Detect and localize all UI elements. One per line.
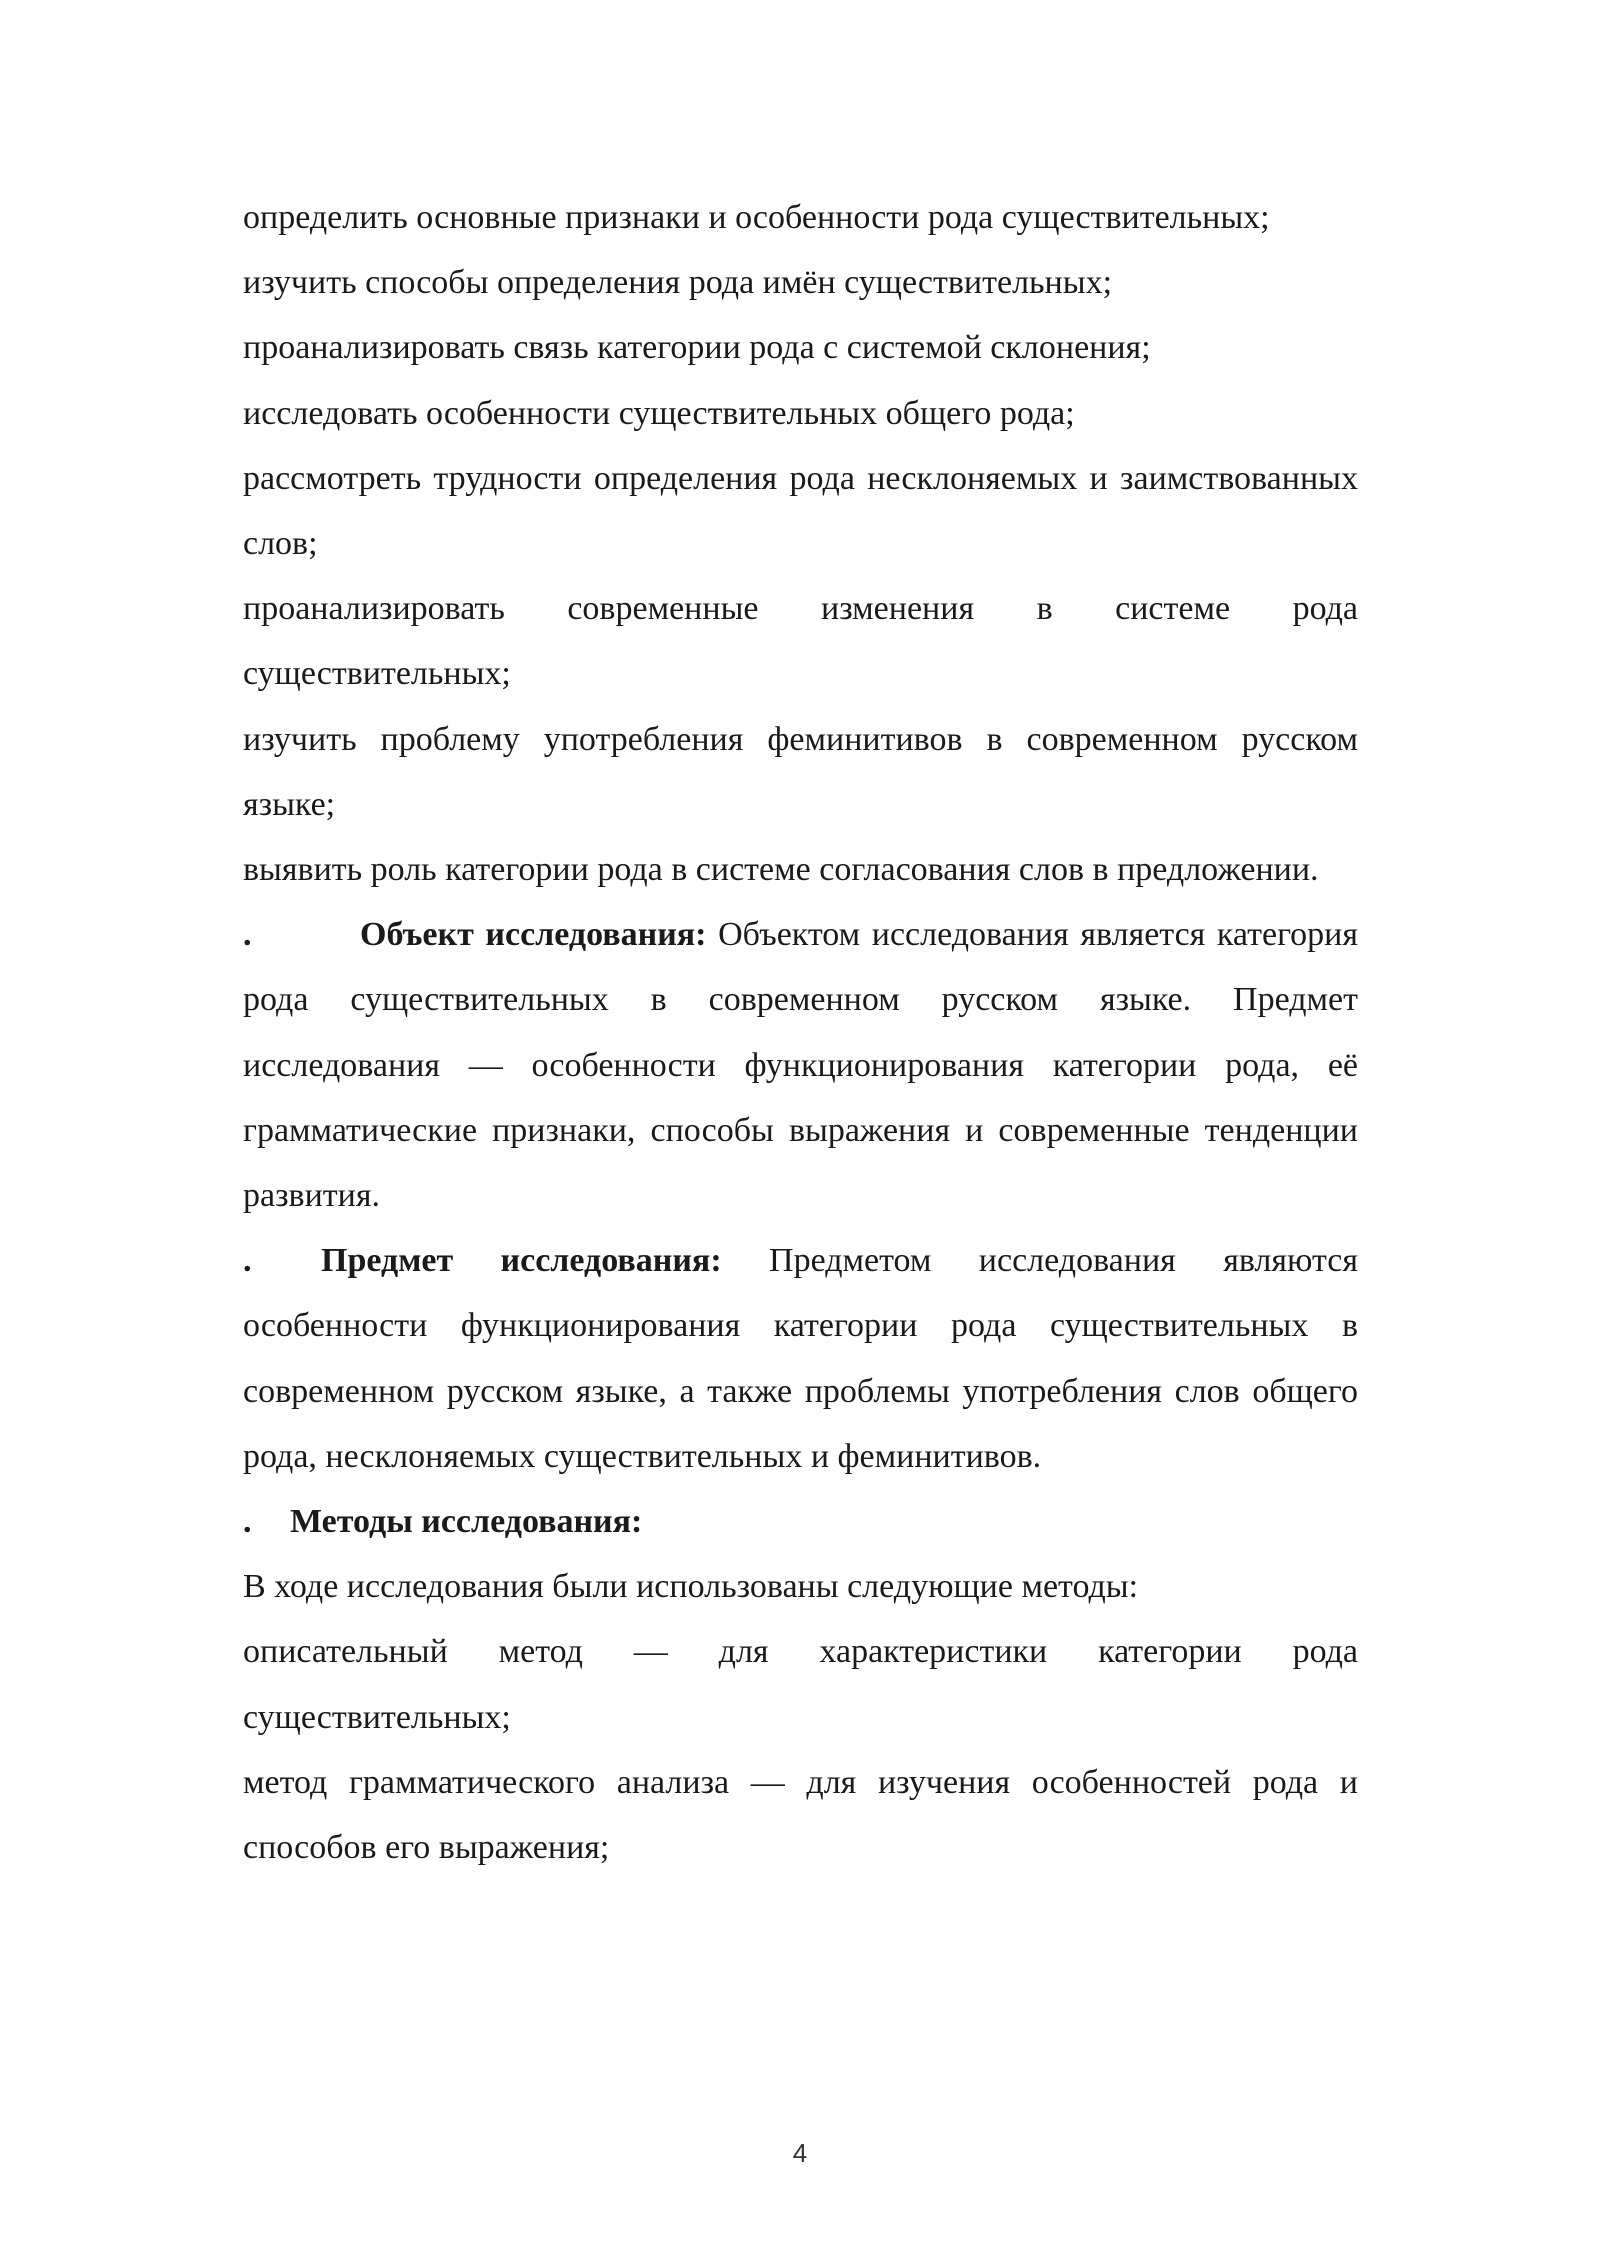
task-item: выявить роль категории рода в системе согласования слов в предложении. bbox=[243, 851, 1319, 889]
object-heading: Объект исследования: bbox=[360, 916, 707, 954]
task-item: определить основные признаки и особенности рода существительных; bbox=[243, 199, 1270, 236]
methods-heading: Методы исследования: bbox=[290, 1503, 643, 1541]
task-item: рассмотреть трудности определения рода несклоняемых и заимствованных слов; bbox=[243, 459, 1358, 563]
task-item: исследовать особенности существительных общего рода; bbox=[243, 394, 1075, 432]
subject-section bbox=[243, 1228, 1358, 1489]
subject-heading: Предмет исследования: bbox=[321, 1242, 722, 1280]
task-item: проанализировать современные изменения в системе рода существительных; bbox=[243, 590, 1358, 693]
section-marker: . bbox=[243, 1242, 252, 1280]
page-number: 4 bbox=[792, 2138, 808, 2168]
method-item: описательный метод — для характеристики категории рода существительных; bbox=[243, 1633, 1358, 1736]
method-item: метод грамматического анализа — для изучения особенностей рода и способов его выражения; bbox=[243, 1763, 1358, 1867]
task-item: изучить способы определения рода имён существительных; bbox=[243, 264, 1113, 302]
methods-intro: В ходе исследования были использованы следующие методы: bbox=[243, 1568, 1139, 1606]
task-item: изучить проблему употребления феминитивов в современном русском языке; bbox=[243, 720, 1358, 823]
section-marker: . bbox=[243, 1503, 252, 1541]
methods-heading-line bbox=[243, 1489, 1358, 1554]
task-item: проанализировать связь категории рода с системой склонения; bbox=[243, 329, 1151, 367]
document-page bbox=[243, 185, 1358, 1880]
object-text: Объектом исследования является категория рода существительных в современном русском языке. Предмет исследования — особенности функционирования категории рода, её грамматические признаки, способы выражения и современные тенденции развития. bbox=[243, 916, 1359, 1215]
subject-text: Предметом исследования являются особенности функционирования категории рода существительных в современном русском языке, а также проблемы употребления слов общего рода, несклоняемых существительных и феминитивов. bbox=[243, 1242, 1358, 1475]
section-marker: . bbox=[243, 916, 252, 954]
object-section bbox=[243, 902, 1358, 1228]
